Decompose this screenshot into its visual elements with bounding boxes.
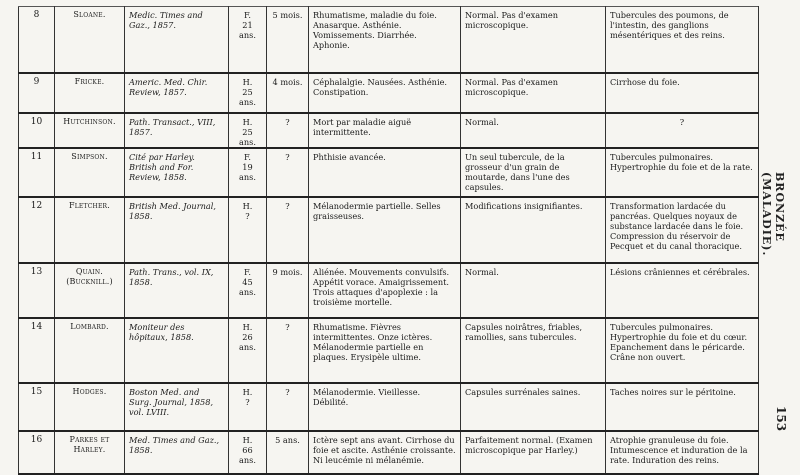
case-sex: H. (242, 77, 253, 87)
case-age: 66 ans. (239, 445, 256, 465)
case-author: Hodges. (55, 383, 125, 431)
case-duration: 5 mois. (267, 7, 309, 74)
table-row (19, 197, 759, 263)
case-sex-age (229, 148, 267, 197)
case-sex-age (229, 318, 267, 383)
table-row (19, 7, 759, 74)
case-lesions: Tubercules pulmonaires. Hypertrophie du foie et de la rate. (606, 148, 759, 197)
case-source: Medic. Times and Gaz., 1857. (125, 7, 229, 74)
case-lesions: Lésions crâniennes et cérébrales. (606, 263, 759, 318)
table-row (19, 113, 759, 148)
case-symptoms: Aliénée. Mouvements convulsifs. Appétit vorace. Amaigrissement. Trois attaques d'apoplexie : la troisième mortelle. (309, 263, 461, 318)
case-symptoms: Ictère sept ans avant. Cirrhose du foie et ascite. Asthénie croissante. Ni leucémie ni mélanémie. (309, 431, 461, 474)
case-author: Hutchinson. (55, 113, 125, 148)
case-capsules: Modifications insignifiantes. (461, 197, 606, 263)
case-age: 25 ans. (239, 87, 256, 107)
case-author: Quain. (Bucknill.) (55, 263, 125, 318)
case-capsules: Capsules noirâtres, friables, ramollies, sans tubercules. (461, 318, 606, 383)
case-symptoms: Rhumatisme. Fièvres intermittentes. Onze ictères. Mélanodermie partielle en plaques. Erysipèle ultime. (309, 318, 461, 383)
case-number: 15 (19, 383, 55, 431)
case-lesions: Tubercules des poumons, de l'intestin, des ganglions mésentériques et des reins. (606, 7, 759, 74)
case-source: Americ. Med. Chir. Review, 1857. (125, 73, 229, 113)
case-sex-age (229, 7, 267, 74)
case-symptoms: Mélanodermie. Vieillesse. Débilité. (309, 383, 461, 431)
case-capsules: Capsules surrénales saines. (461, 383, 606, 431)
case-age: 26 ans. (239, 332, 256, 352)
case-duration: ? (267, 318, 309, 383)
case-sex: H. (242, 201, 253, 211)
case-source: Path. Transact., VIII, 1857. (125, 113, 229, 148)
case-duration: 9 mois. (267, 263, 309, 318)
case-number: 10 (19, 113, 55, 148)
case-sex-age (229, 431, 267, 474)
case-number: 9 (19, 73, 55, 113)
table-row (19, 431, 759, 474)
case-capsules: Normal. (461, 113, 606, 148)
case-age: 19 ans. (239, 162, 256, 182)
case-sex-age (229, 113, 267, 148)
case-number: 13 (19, 263, 55, 318)
case-duration: ? (267, 113, 309, 148)
case-sex: F. (243, 152, 251, 162)
case-source: Path. Trans., vol. IX, 1858. (125, 263, 229, 318)
case-author: Sloane. (55, 7, 125, 74)
case-sex-age (229, 383, 267, 431)
case-symptoms: Mort par maladie aiguë intermittente. (309, 113, 461, 148)
case-age: ? (245, 211, 250, 221)
case-sex-age (229, 73, 267, 113)
case-number: 8 (19, 7, 55, 74)
case-lesions: Cirrhose du foie. (606, 73, 759, 113)
case-source: Cité par Harley. British and For. Review, 1858. (125, 148, 229, 197)
case-author: Fletcher. (55, 197, 125, 263)
case-symptoms: Céphalalgie. Nausées. Asthénie. Constipation. (309, 73, 461, 113)
case-sex: H. (242, 435, 253, 445)
case-sex-age (229, 197, 267, 263)
case-sex: F. (243, 10, 251, 20)
case-capsules: Un seul tubercule, de la grosseur d'un grain de moutarde, dans l'une des capsules. (461, 148, 606, 197)
case-lesions: Atrophie granuleuse du foie. Intumescence et induration de la rate. Induration des reins. (606, 431, 759, 474)
case-capsules: Normal. (461, 263, 606, 318)
case-author: Lombard. (55, 318, 125, 383)
case-symptoms: Rhumatisme, maladie du foie. Anasarque. Asthénie. Vomissements. Diarrhée. Aphonie. (309, 7, 461, 74)
case-source: Moniteur des hôpitaux, 1858. (125, 318, 229, 383)
case-age: ? (245, 397, 250, 407)
table-row (19, 318, 759, 383)
running-title: BRONZÉE (MALADIE). (760, 172, 786, 257)
case-number: 12 (19, 197, 55, 263)
case-duration: 5 ans. (267, 431, 309, 474)
case-sex: H. (242, 322, 253, 332)
case-symptoms: Phthisie avancée. (309, 148, 461, 197)
case-duration: 4 mois. (267, 73, 309, 113)
case-lesions: Tubercules pulmonaires. Hypertrophie du foie et du cœur. Epanchement dans le péricarde. Crâne non ouvert. (606, 318, 759, 383)
case-sex: H. (242, 387, 253, 397)
case-number: 14 (19, 318, 55, 383)
case-age: 25 ans. (239, 127, 256, 147)
case-number: 11 (19, 148, 55, 197)
case-source: Boston Med. and Surg. Journal, 1858, vol. LVIII. (125, 383, 229, 431)
case-capsules: Parfaitement normal. (Examen microscopique par Harley.) (461, 431, 606, 474)
case-duration: ? (267, 197, 309, 263)
case-sex: F. (243, 267, 251, 277)
table-row (19, 148, 759, 197)
table-row (19, 73, 759, 113)
cases-table (18, 6, 759, 475)
case-number: 16 (19, 431, 55, 474)
case-capsules: Normal. Pas d'examen microscopique. (461, 7, 606, 74)
case-author: Simpson. (55, 148, 125, 197)
case-author: Parkes et Harley. (55, 431, 125, 474)
table-row (19, 383, 759, 431)
case-age: 45 ans. (239, 277, 256, 297)
case-symptoms: Mélanodermie partielle. Selles graisseuses. (309, 197, 461, 263)
case-sex: H. (242, 117, 253, 127)
page-number: 153 (774, 406, 788, 432)
case-lesions: Transformation lardacée du pancréas. Quelques noyaux de substance lardacée dans le foie. Compression du réservoir de Pecquet et du canal thoracique. (606, 197, 759, 263)
case-lesions: Taches noires sur le péritoine. (606, 383, 759, 431)
case-duration: ? (267, 148, 309, 197)
case-age: 21 ans. (239, 20, 256, 40)
case-source: Med. Times and Gaz., 1858. (125, 431, 229, 474)
case-author: Fricke. (55, 73, 125, 113)
case-lesions: ? (606, 113, 759, 148)
case-source: British Med. Journal, 1858. (125, 197, 229, 263)
case-duration: ? (267, 383, 309, 431)
case-capsules: Normal. Pas d'examen microscopique. (461, 73, 606, 113)
case-sex-age (229, 263, 267, 318)
table-row (19, 263, 759, 318)
